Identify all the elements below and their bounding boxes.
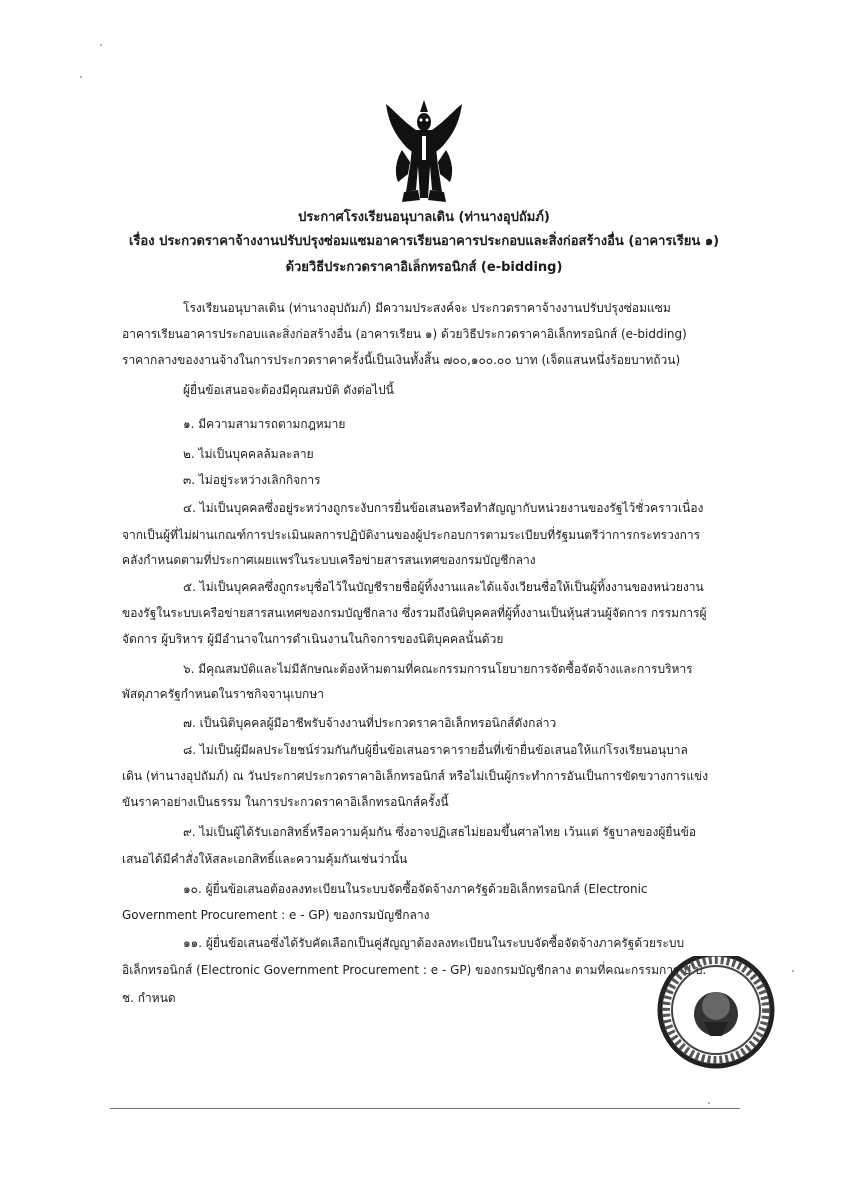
body-line: ๑๐. ผู้ยื่นข้อเสนอต้องลงทะเบียนในระบบจัดซื้อจัดจ้างภาครัฐด้วยอิเล็กทรอนิกส์ (Electronic xyxy=(183,882,648,896)
announcement-title: ประกาศโรงเรียนอนุบาลเดิน (ท่านางอุปถัมภ์) xyxy=(298,210,550,225)
body-line: เดิน (ท่านางอุปถัมภ์) ณ วันประกาศประกวดราคาอิเล็กทรอนิกส์ หรือไม่เป็นผู้กระทำการอันเป็นการขัดขวางการแข่ง xyxy=(122,769,709,783)
body-line: Government Procurement : e - GP) ของกรมบัญชีกลาง xyxy=(122,908,430,922)
body-line: โรงเรียนอนุบาลเดิน (ท่านางอุปถัมภ์) มีความประสงค์จะ ประกวดราคาจ้างงานปรับปรุงซ่อมแซม xyxy=(183,301,671,315)
announcement-subject: เรื่อง ประกวดราคาจ้างงานปรับปรุงซ่อมแซมอาคารเรียนอาคารประกอบและสิ่งก่อสร้างอื่น (อาคารเรียน ๑) xyxy=(128,234,720,249)
body-line: ๔. ไม่เป็นบุคคลซึ่งอยู่ระหว่างถูกระงับการยื่นข้อเสนอหรือทำสัญญากับหน่วยงานของรัฐไว้ชั่วคราวเนื่อง xyxy=(183,501,704,515)
body-line: ๘. ไม่เป็นผู้มีผลประโยชน์ร่วมกันกับผู้ยื่นข้อเสนอราคารายอื่นที่เข้ายื่นข้อเสนอให้แก่โรงเรียนอนุบาล xyxy=(183,743,688,757)
body-line: เสนอได้มีคำสั่งให้สละเอกสิทธิ์และความคุ้มกันเช่นว่านั้น xyxy=(122,852,408,866)
body-line: ราคากลางของงานจ้างในการประกวดราคาครั้งนี้เป็นเงินทั้งสิ้น ๗๐๐,๑๐๐.๐๐ บาท (เจ็ดแสนหนึ่งร้อยบาทถ้วน) xyxy=(122,353,681,367)
scan-speck xyxy=(708,1102,710,1104)
scan-speck xyxy=(792,970,794,972)
body-line: คลังกำหนดตามที่ประกาศเผยแพร่ในระบบเครือข่ายสารสนเทศของกรมบัญชีกลาง xyxy=(122,553,536,567)
garuda-emblem-icon xyxy=(382,100,466,206)
body-line: ๒. ไม่เป็นบุคคลล้มละลาย xyxy=(183,447,314,461)
body-line: ผู้ยื่นข้อเสนอจะต้องมีคุณสมบัติ ดังต่อไปนี้ xyxy=(183,383,394,397)
body-line: ๕. ไม่เป็นบุคคลซึ่งถูกระบุชื่อไว้ในบัญชีรายชื่อผู้ทิ้งงานและได้แจ้งเวียนชื่อให้เป็นผู้ทิ้งงานของหน่วยงาน xyxy=(183,580,704,594)
body-line: ๖. มีคุณสมบัติและไม่มีลักษณะต้องห้ามตามที่คณะกรรมการนโยบายการจัดซื้อจัดจ้างและการบริหาร xyxy=(183,662,693,676)
bottom-divider xyxy=(110,1108,740,1109)
scan-speck xyxy=(80,76,82,78)
scan-speck xyxy=(100,44,102,46)
body-line: จากเป็นผู้ที่ไม่ผ่านเกณฑ์การประเมินผลการปฏิบัติงานของผู้ประกอบการตามระเบียบที่รัฐมนตรีว่าการกระทรวงการ xyxy=(122,528,701,542)
body-line: อาคารเรียนอาคารประกอบและสิ่งก่อสร้างอื่น (อาคารเรียน ๑) ด้วยวิธีประกวดราคาอิเล็กทรอนิกส์ (e-bidding) xyxy=(122,327,687,341)
body-line: ๑๑. ผู้ยื่นข้อเสนอซึ่งได้รับคัดเลือกเป็นคู่สัญญาต้องลงทะเบียนในระบบจัดซื้อจัดจ้างภาครัฐด้วยระบบ xyxy=(183,936,685,950)
announcement-method: ด้วยวิธีประกวดราคาอิเล็กทรอนิกส์ (e-bidding) xyxy=(285,260,563,275)
school-seal-icon xyxy=(600,956,778,1076)
body-line: ช. กำหนด xyxy=(122,991,176,1005)
body-line: ของรัฐในระบบเครือข่ายสารสนเทศของกรมบัญชีกลาง ซึ่งรวมถึงนิติบุคคลที่ผู้ทิ้งงานเป็นหุ้นส่วนผู้จัดการ กรรมการผู้ xyxy=(122,606,707,620)
body-line: ๑. มีความสามารถตามกฎหมาย xyxy=(183,417,346,431)
body-line: จัดการ ผู้บริหาร ผู้มีอำนาจในการดำเนินงานในกิจการของนิติบุคคลนั้นด้วย xyxy=(122,632,504,646)
body-line: ๓. ไม่อยู่ระหว่างเลิกกิจการ xyxy=(183,473,321,487)
body-line: ๙. ไม่เป็นผู้ได้รับเอกสิทธิ์หรือความคุ้มกัน ซึ่งอาจปฏิเสธไม่ยอมขึ้นศาลไทย เว้นแต่ รัฐบาลของผู้ยื่นข้อ xyxy=(183,825,697,839)
body-line: พัสดุภาครัฐกำหนดในราชกิจจานุเบกษา xyxy=(122,687,324,701)
body-line: ขันราคาอย่างเป็นธรรม ในการประกวดราคาอิเล็กทรอนิกส์ครั้งนี้ xyxy=(122,795,449,809)
body-line: อิเล็กทรอนิกส์ (Electronic Government Procurement : e - GP) ของกรมบัญชีกลาง ตามที่คณะกรรมการ ป.ป. xyxy=(122,963,707,977)
body-line: ๗. เป็นนิติบุคคลผู้มีอาชีพรับจ้างงานที่ประกวดราคาอิเล็กทรอนิกส์ดังกล่าว xyxy=(183,716,557,730)
